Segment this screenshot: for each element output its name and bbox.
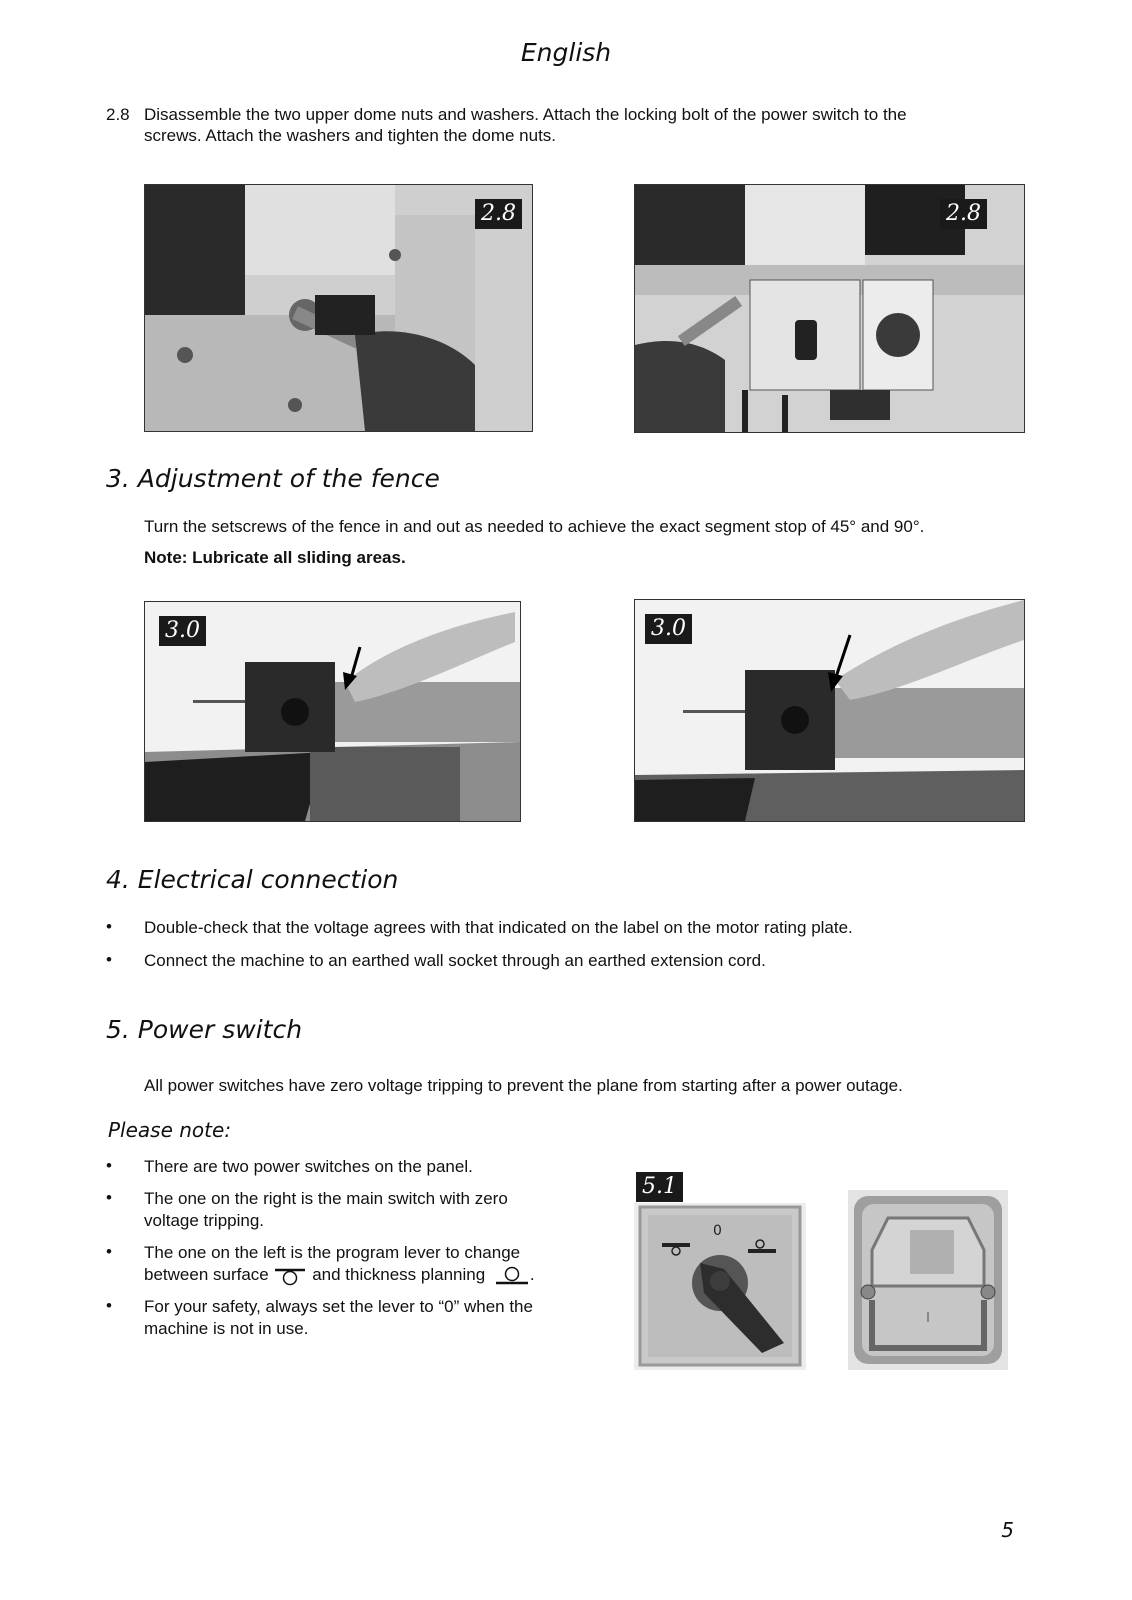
- surface-text: between surface: [144, 1265, 269, 1284]
- bullet-marker: •: [106, 917, 112, 936]
- thickness-planing-icon: [490, 1266, 530, 1286]
- bullet-marker: •: [106, 1242, 112, 1261]
- step-text-line2: screws. Attach the washers and tighten the dome nuts.: [144, 126, 557, 145]
- step-text-line1: Disassemble the two upper dome nuts and washers. Attach the locking bolt of the power switch to the: [144, 105, 907, 124]
- section-heading-fence: 3. Adjustment of the fence: [106, 464, 440, 493]
- figure-label: 2.8: [475, 199, 522, 229]
- bullet-marker: •: [106, 950, 112, 969]
- period: .: [529, 1265, 535, 1284]
- note-bullet-2-line1: The one on the right is the main switch with zero: [144, 1189, 508, 1208]
- page-number: 5: [1001, 1518, 1014, 1542]
- lubricate-note: Note: Lubricate all sliding areas.: [144, 548, 406, 567]
- figure-label: 2.8: [940, 199, 987, 229]
- thickness-text: and thickness planning: [312, 1265, 486, 1284]
- note-bullet-3-line2: [144, 1264, 535, 1286]
- figure-3-0-left-photo: [144, 601, 521, 822]
- dial-zero-mark: 0: [713, 1223, 722, 1239]
- bullet-marker: •: [106, 1296, 112, 1315]
- program-lever-switch-photo: [634, 1203, 806, 1370]
- figure-label: 3.0: [645, 614, 692, 644]
- figure-label: 3.0: [159, 616, 206, 646]
- note-bullet-4-line1: For your safety, always set the lever to “0” when the: [144, 1297, 533, 1316]
- figure-2-8-left-photo: [144, 184, 533, 432]
- note-bullet-1: There are two power switches on the panel.: [144, 1157, 473, 1176]
- note-bullet-4-line2: machine is not in use.: [144, 1319, 309, 1338]
- bullet-marker: •: [106, 1156, 112, 1175]
- figure-label: 5.1: [636, 1172, 683, 1202]
- power-switch-text: All power switches have zero voltage tripping to prevent the plane from starting after a power outage.: [144, 1076, 903, 1095]
- section-heading-electrical: 4. Electrical connection: [106, 865, 399, 894]
- language-header: English: [520, 38, 612, 67]
- step-number: 2.8: [106, 105, 130, 124]
- fence-instruction: Turn the setscrews of the fence in and out as needed to achieve the exact segment stop of 45° and 90°.: [144, 517, 925, 536]
- note-bullet-3-line1: The one on the left is the program lever to change: [144, 1243, 521, 1262]
- electrical-bullet-1: Double-check that the voltage agrees with that indicated on the label on the motor rating plate.: [144, 918, 853, 937]
- please-note-subheading: Please note:: [108, 1118, 232, 1142]
- figure-3-0-right-photo: [634, 599, 1025, 822]
- section-heading-power-switch: 5. Power switch: [106, 1015, 303, 1044]
- electrical-bullet-2: Connect the machine to an earthed wall socket through an earthed extension cord.: [144, 951, 766, 970]
- figure-2-8-right-photo: [634, 184, 1025, 433]
- bullet-marker: •: [106, 1188, 112, 1207]
- main-switch-photo: [848, 1190, 1008, 1370]
- note-bullet-2-line2: voltage tripping.: [144, 1211, 265, 1230]
- surface-planing-icon: [273, 1266, 307, 1286]
